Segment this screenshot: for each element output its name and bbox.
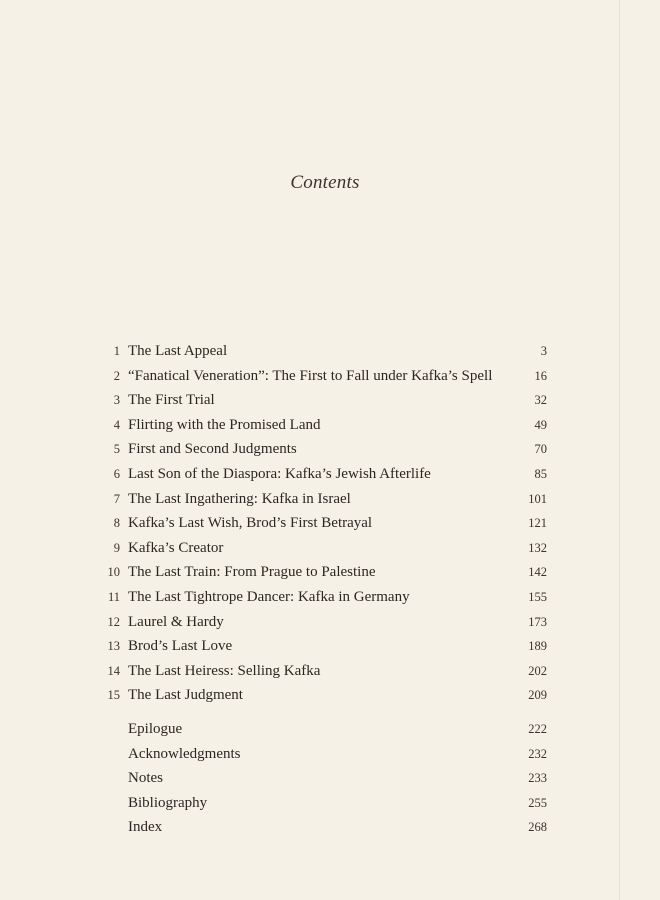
chapter-page-number: 155 — [528, 589, 547, 604]
toc-entry-10 — [0, 560, 660, 585]
chapter-title: Flirting with the Promised Land — [128, 416, 321, 433]
chapter-title: Brod’s Last Love — [128, 638, 233, 655]
chapter-page-number: 3 — [540, 344, 547, 358]
chapter-title: Last Son of the Diaspora: Kafka’s Jewish Afterlife — [128, 465, 431, 482]
toc-entry-7 — [0, 487, 660, 512]
toc-entry-4 — [0, 413, 660, 438]
toc-entry-12 — [0, 610, 660, 635]
back-matter-epilogue — [0, 717, 660, 742]
toc-entry-13 — [0, 634, 660, 659]
toc-entry-1 — [0, 339, 660, 364]
chapter-page-number: 202 — [528, 663, 547, 678]
chapter-number: 9 — [113, 540, 120, 555]
toc-entry-14 — [0, 659, 660, 684]
chapter-page-number: 132 — [528, 540, 547, 555]
chapter-number: 5 — [113, 442, 120, 457]
chapter-page-number: 85 — [534, 466, 547, 481]
chapter-number: 2 — [113, 368, 120, 383]
back-matter-title: Index — [128, 819, 163, 836]
chapter-number: 6 — [113, 466, 120, 481]
back-matter-acknowledgments — [0, 742, 660, 767]
chapter-title: First and Second Judgments — [128, 441, 297, 458]
chapter-number: 15 — [107, 688, 120, 703]
chapter-number: 4 — [113, 417, 120, 432]
chapter-page-number: 142 — [528, 565, 547, 580]
toc-entry-9 — [0, 536, 660, 561]
chapter-number: 14 — [107, 663, 120, 678]
back-matter-title: Bibliography — [128, 794, 208, 811]
chapter-number: 3 — [113, 393, 120, 408]
chapter-number: 13 — [107, 639, 120, 654]
chapter-title: The Last Train: From Prague to Palestine — [128, 564, 376, 581]
back-matter-notes — [0, 766, 660, 791]
back-matter-page-number: 232 — [528, 746, 547, 761]
chapter-number: 12 — [107, 614, 120, 629]
chapter-page-number: 101 — [528, 491, 547, 506]
back-matter-list — [0, 717, 660, 840]
chapter-title: The Last Appeal — [128, 343, 228, 359]
chapter-title: Kafka’s Creator — [128, 539, 224, 556]
back-matter-bibliography — [0, 791, 660, 816]
chapter-title: “Fanatical Veneration”: The First to Fall under Kafka’s Spell — [128, 367, 493, 384]
chapter-page-number: 32 — [534, 393, 547, 408]
back-matter-title: Notes — [128, 770, 163, 787]
page-title: Contents — [290, 172, 360, 193]
chapter-number: 8 — [113, 516, 120, 531]
back-matter-page-number: 233 — [528, 771, 547, 786]
toc-entry-5 — [0, 437, 660, 462]
chapter-title: The Last Tightrope Dancer: Kafka in Germany — [128, 588, 410, 605]
toc-entry-3 — [0, 388, 660, 413]
chapter-title: Kafka’s Last Wish, Brod’s First Betrayal — [128, 515, 373, 532]
chapter-title: The Last Heiress: Selling Kafka — [128, 662, 321, 679]
chapter-number: 7 — [113, 491, 120, 506]
toc-entry-8 — [0, 511, 660, 536]
back-matter-page-number: 255 — [528, 795, 547, 810]
toc-entry-2 — [0, 364, 660, 389]
chapter-number: 11 — [107, 589, 120, 604]
chapter-number: 1 — [113, 344, 120, 358]
toc-entry-11 — [0, 585, 660, 610]
chapter-page-number: 121 — [528, 516, 547, 531]
chapter-number: 10 — [107, 565, 120, 580]
chapter-page-number: 16 — [534, 368, 547, 383]
back-matter-page-number: 222 — [528, 722, 547, 736]
chapter-title: The First Trial — [128, 392, 215, 409]
back-matter-title: Acknowledgments — [128, 745, 241, 762]
chapter-title: The Last Judgment — [128, 687, 243, 704]
back-matter-index — [0, 815, 660, 840]
chapter-list — [0, 339, 660, 708]
chapter-title: The Last Ingathering: Kafka in Israel — [128, 490, 351, 507]
chapter-page-number: 209 — [528, 688, 547, 703]
chapter-page-number: 189 — [528, 639, 547, 654]
toc-entry-15 — [0, 683, 660, 708]
toc-entry-6 — [0, 462, 660, 487]
chapter-page-number: 49 — [534, 417, 547, 432]
back-matter-page-number: 268 — [528, 820, 547, 835]
chapter-page-number: 70 — [534, 442, 547, 457]
chapter-title: Laurel & Hardy — [128, 613, 224, 630]
chapter-page-number: 173 — [528, 614, 547, 629]
back-matter-title: Epilogue — [128, 721, 183, 737]
